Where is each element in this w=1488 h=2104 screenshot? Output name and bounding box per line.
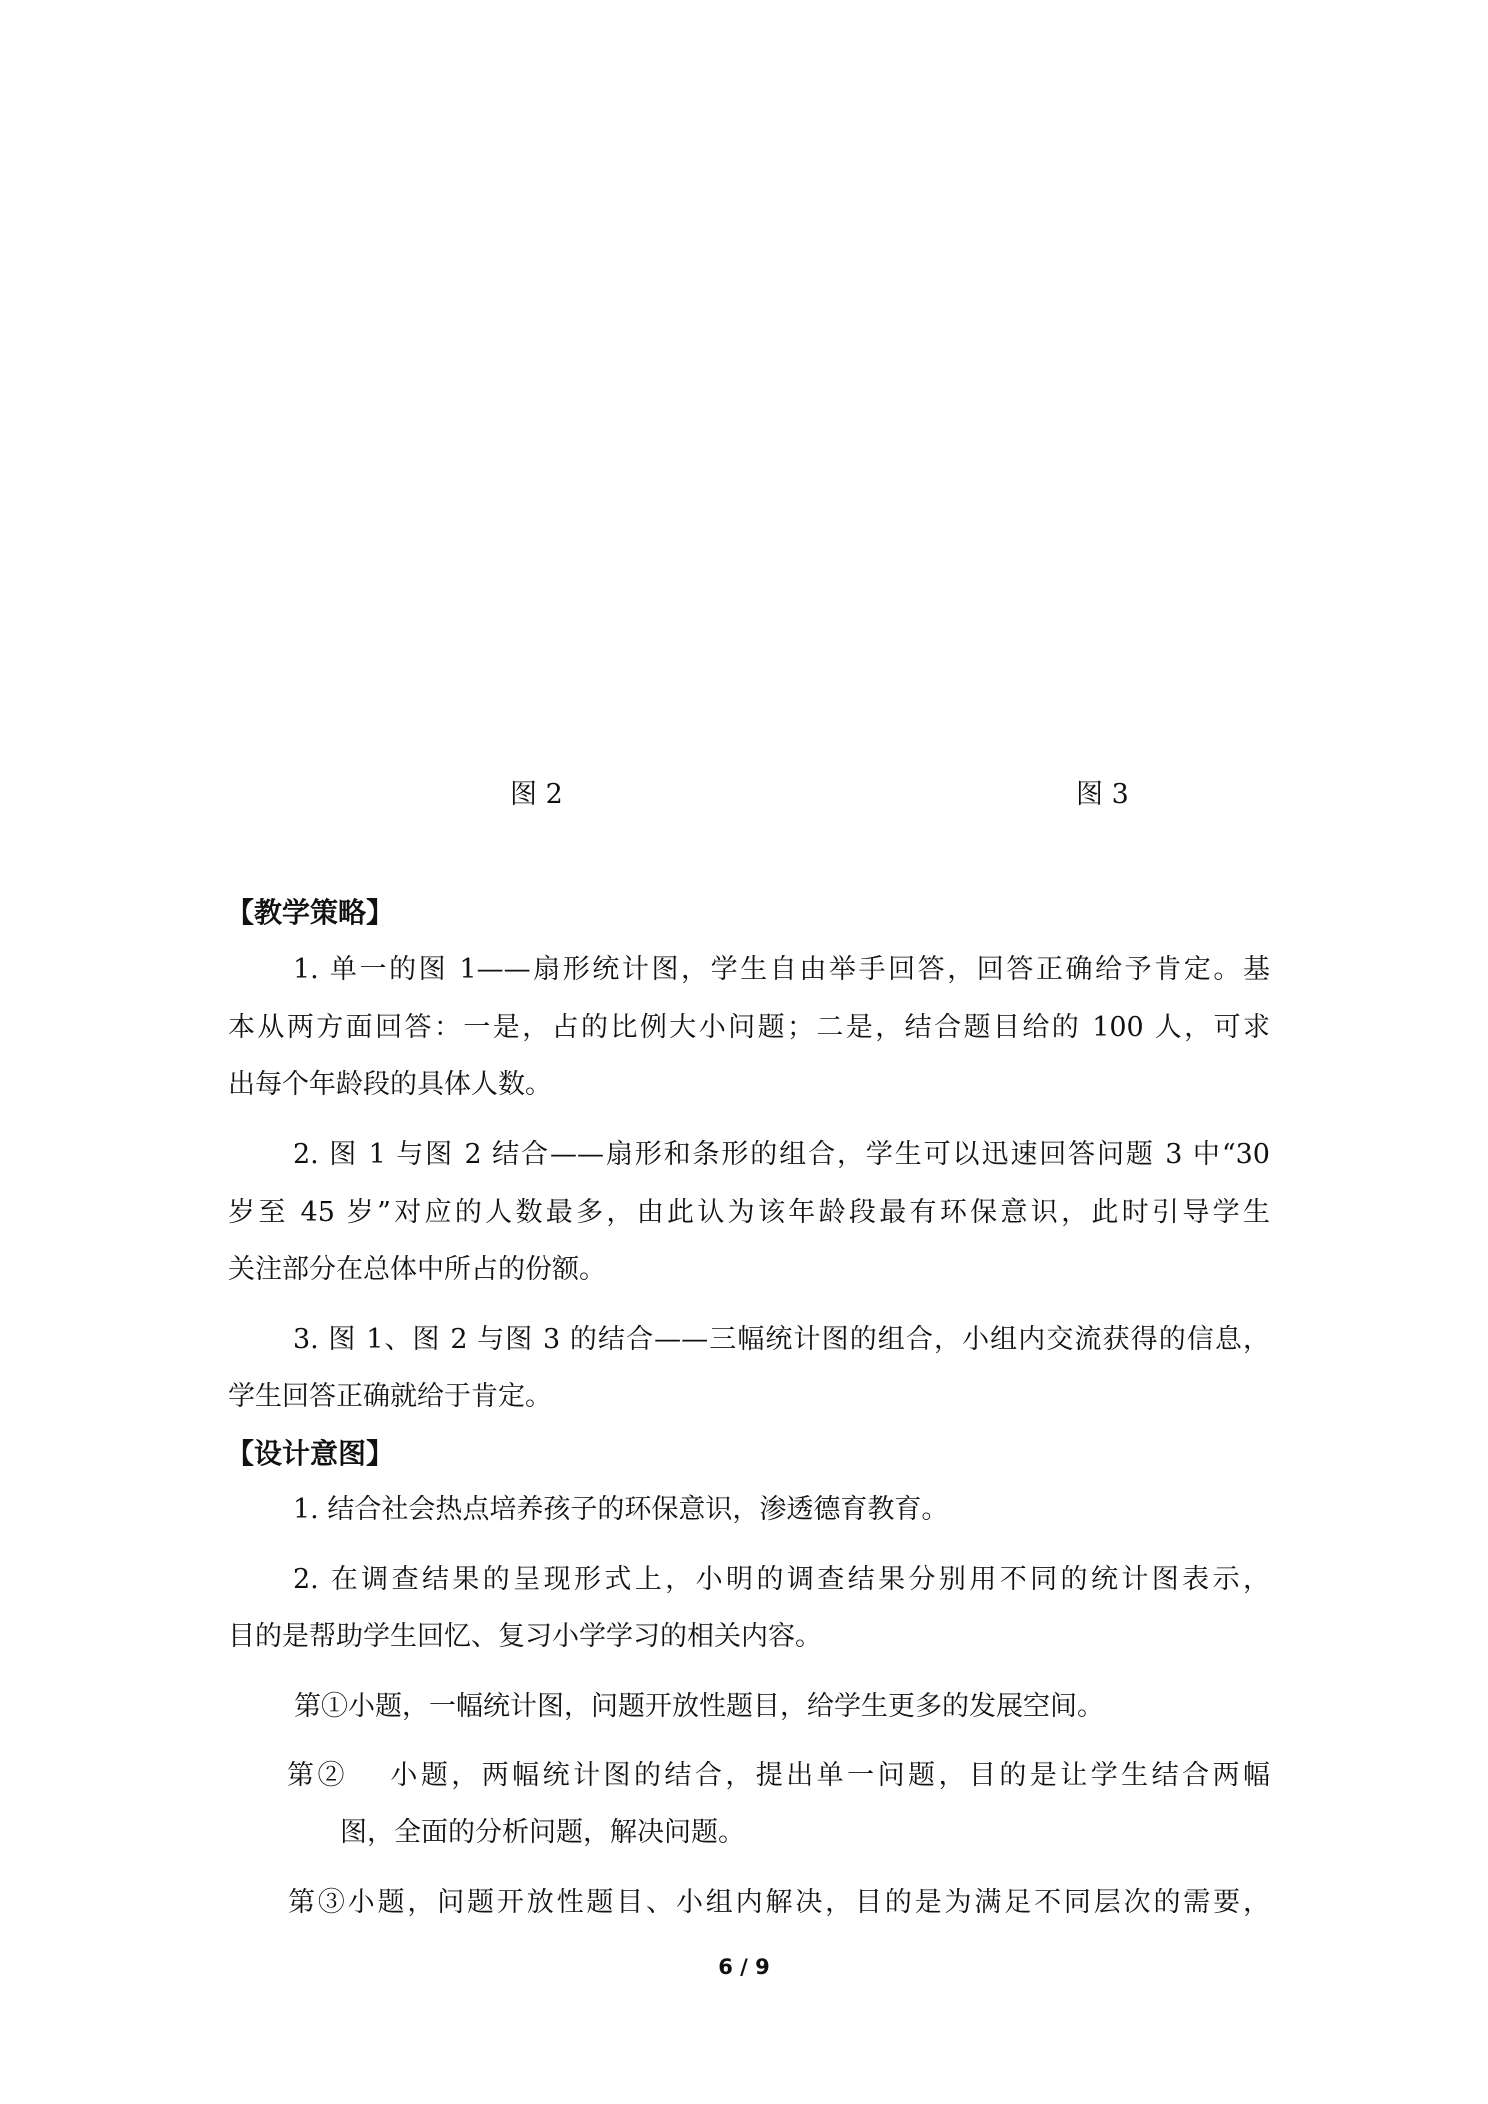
figure-2-caption: 图 2 [510, 779, 563, 810]
figure-3-caption: 图 3 [1076, 779, 1129, 810]
design-line-5: 第② 小题，两幅统计图的结合，提出单一问题，目的是让学生结合两幅 [287, 1760, 1270, 1791]
design-line-7: 第③小题，问题开放性题目、小组内解决，目的是为满足不同层次的需要， [288, 1887, 1270, 1918]
design-line-4: 第①小题，一幅统计图，问题开放性题目，给学生更多的发展空间。 [294, 1691, 1104, 1722]
page-number: 6 / 9 [718, 1955, 770, 1979]
strategy-line-1: 1. 单一的图 1——扇形统计图，学生自由举手回答，回答正确给予肯定。基 [293, 954, 1270, 985]
strategy-line-3: 出每个年龄段的具体人数。 [228, 1069, 552, 1100]
strategy-line-8: 学生回答正确就给于肯定。 [228, 1381, 552, 1412]
strategy-line-5: 岁至 45 岁”对应的人数最多，由此认为该年龄段最有环保意识，此时引导学生 [228, 1197, 1270, 1228]
design-line-2: 2. 在调查结果的呈现形式上，小明的调查结果分别用不同的统计图表示， [293, 1564, 1270, 1595]
strategy-line-4: 2. 图 1 与图 2 结合——扇形和条形的组合，学生可以迅速回答问题 3 中“30 [293, 1139, 1270, 1170]
design-line-6: 图，全面的分析问题，解决问题。 [340, 1817, 745, 1848]
strategy-line-7: 3. 图 1、图 2 与图 3 的结合——三幅统计图的组合，小组内交流获得的信息， [293, 1324, 1270, 1355]
strategy-line-2: 本从两方面回答：一是，占的比例大小问题；二是，结合题目给的 100 人，可求 [228, 1012, 1270, 1043]
design-heading: 【设计意图】 [226, 1437, 395, 1470]
design-line-3: 目的是帮助学生回忆、复习小学学习的相关内容。 [228, 1621, 822, 1652]
strategy-line-6: 关注部分在总体中所占的份额。 [228, 1254, 606, 1285]
design-line-1: 1. 结合社会热点培养孩子的环保意识，渗透德育教育。 [293, 1494, 949, 1525]
strategy-heading: 【教学策略】 [226, 896, 395, 929]
